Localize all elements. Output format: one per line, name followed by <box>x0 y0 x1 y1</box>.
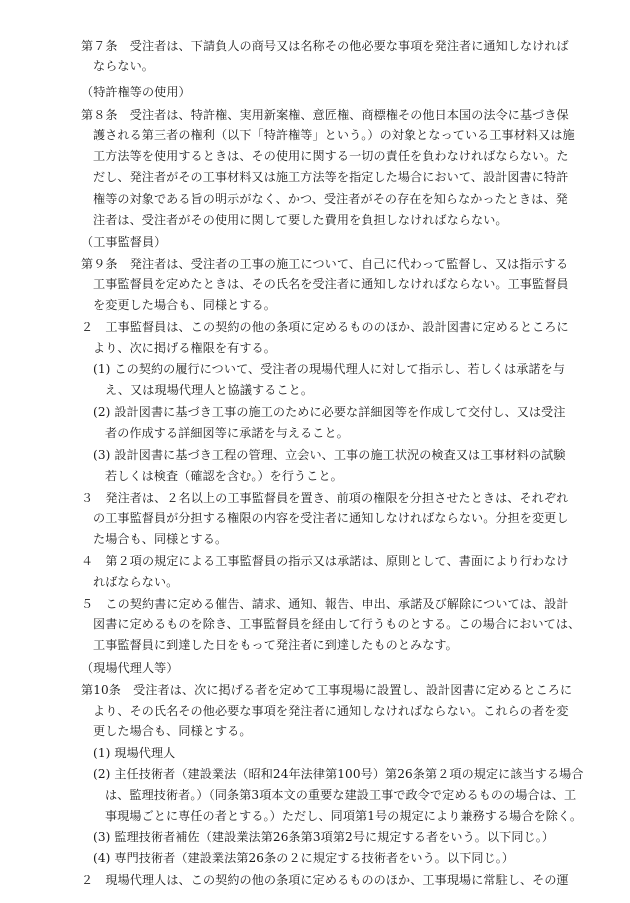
document-line: 工事監督員に到達した日をもって発注者に到達したものとみなす。 <box>93 638 458 652</box>
document-line: （特許権等の使用） <box>81 85 191 99</box>
document-line: ならない。 <box>93 59 154 73</box>
document-line: (2) 主任技術者（建設業法（昭和24年法律第100号）第26条第２項の規定に該当する場合 <box>93 767 584 781</box>
document-line: （現場代理人等） <box>81 661 179 675</box>
document-line: 図書に定めるものを除き、工事監督員を経由して行うものとする。この場合においては、 <box>93 617 581 631</box>
document-line: (1) 現場代理人 <box>93 746 176 760</box>
document-line: (3) 監理技術者補佐（建設業法第26条第3項第2号に規定する者をいう。以下同じ。） <box>93 830 555 844</box>
document-line: 更した場合も、同様とする。 <box>93 724 252 738</box>
document-line: ４ 第２項の規定による工事監督員の指示又は承諾は、原則として、書面により行わなけ <box>81 554 569 568</box>
document-line: 事現場ごとに専任の者とする。）ただし、同項第1号の規定により兼務する場合を除く。 <box>105 809 583 823</box>
document-line: た場合も、同様とする。 <box>93 532 228 546</box>
document-line: より、その氏名その他必要な事項を発注者に通知しなければならない。これらの者を変 <box>93 704 569 718</box>
document-line: （工事監督員） <box>81 235 167 249</box>
document-line: (3) 設計図書に基づき工程の管理、立会い、工事の施工状況の検査又は工事材料の試験 <box>93 448 566 462</box>
document-line: 工事監督員を定めたときは、その氏名を受注者に通知しなければならない。工事監督員 <box>93 277 569 291</box>
document-line: 第８条 受注者は、特許権、実用新案権、意匠権、商標権その他日本国の法令に基づき保 <box>81 108 569 122</box>
document-line: え、又は現場代理人と協議すること。 <box>105 383 314 397</box>
document-line: ２ 現場代理人は、この契約の他の条項に定めるもののほか、工事現場に常駐し、その運 <box>81 873 569 887</box>
document-line: 第９条 発注者は、受注者の工事の施工について、自己に代わって監督し、又は指示する <box>81 257 569 271</box>
document-line: 工方法等を使用するときは、その使用に関する一切の責任を負わなければならない。た <box>93 149 569 163</box>
document-line: の工事監督員が分担する権限の内容を受注者に通知しなければならない。分担を変更し <box>93 511 569 525</box>
document-line: ２ 工事監督員は、この契約の他の条項に定めるもののほか、設計図書に定めるところに <box>81 320 569 334</box>
document-line: 護される第三者の権利（以下「特許権等」という。）の対象となっている工事材料又は施 <box>93 128 575 142</box>
document-line: 第７条 受注者は、下請負人の商号又は名称その他必要な事項を発注者に通知しなければ <box>81 39 569 53</box>
document-line: より、次に掲げる権限を有する。 <box>93 341 276 355</box>
document-line: (1) この契約の履行について、受注者の現場代理人に対して指示し、若しくは承諾を与 <box>93 362 566 376</box>
document-line: 若しくは検査（確認を含む。）を行うこと。 <box>105 469 343 483</box>
document-line: ればならない。 <box>93 575 179 589</box>
document-line: 注者は、受注者がその使用に関して要した費用を負担しなければならない。 <box>93 213 508 227</box>
document-line: (2) 設計図書に基づき工事の施工のために必要な詳細図等を作成して交付し、又は受注 <box>93 405 566 419</box>
document-line: だし、発注者がその工事材料又は施工方法等を指定した場合において、設計図書に特許 <box>93 170 569 184</box>
document-line: (4) 専門技術者（建設業法第26条の２に規定する技術者をいう。以下同じ。） <box>93 851 515 865</box>
document-line: 第10条 受注者は、次に掲げる者を定めて工事現場に設置し、設計図書に定めるところに <box>81 683 573 697</box>
document-line: ５ この契約書に定める催告、請求、通知、報告、申出、承諾及び解除については、設計 <box>81 597 569 611</box>
document-line: は、監理技術者。）（同条第3項本文の重要な建設工事で政令で定めるものの場合は、工 <box>105 788 577 802</box>
document-line: を変更した場合も、同様とする。 <box>93 298 276 312</box>
document-line: 者の作成する詳細図等に承諾を与えること。 <box>105 426 349 440</box>
document-line: ３ 発注者は、２名以上の工事監督員を置き、前項の権限を分担させたときは、それぞれ <box>81 491 569 505</box>
document-line: 権等の対象である旨の明示がなく、かつ、受注者がその存在を知らなかったときは、発 <box>93 192 568 206</box>
